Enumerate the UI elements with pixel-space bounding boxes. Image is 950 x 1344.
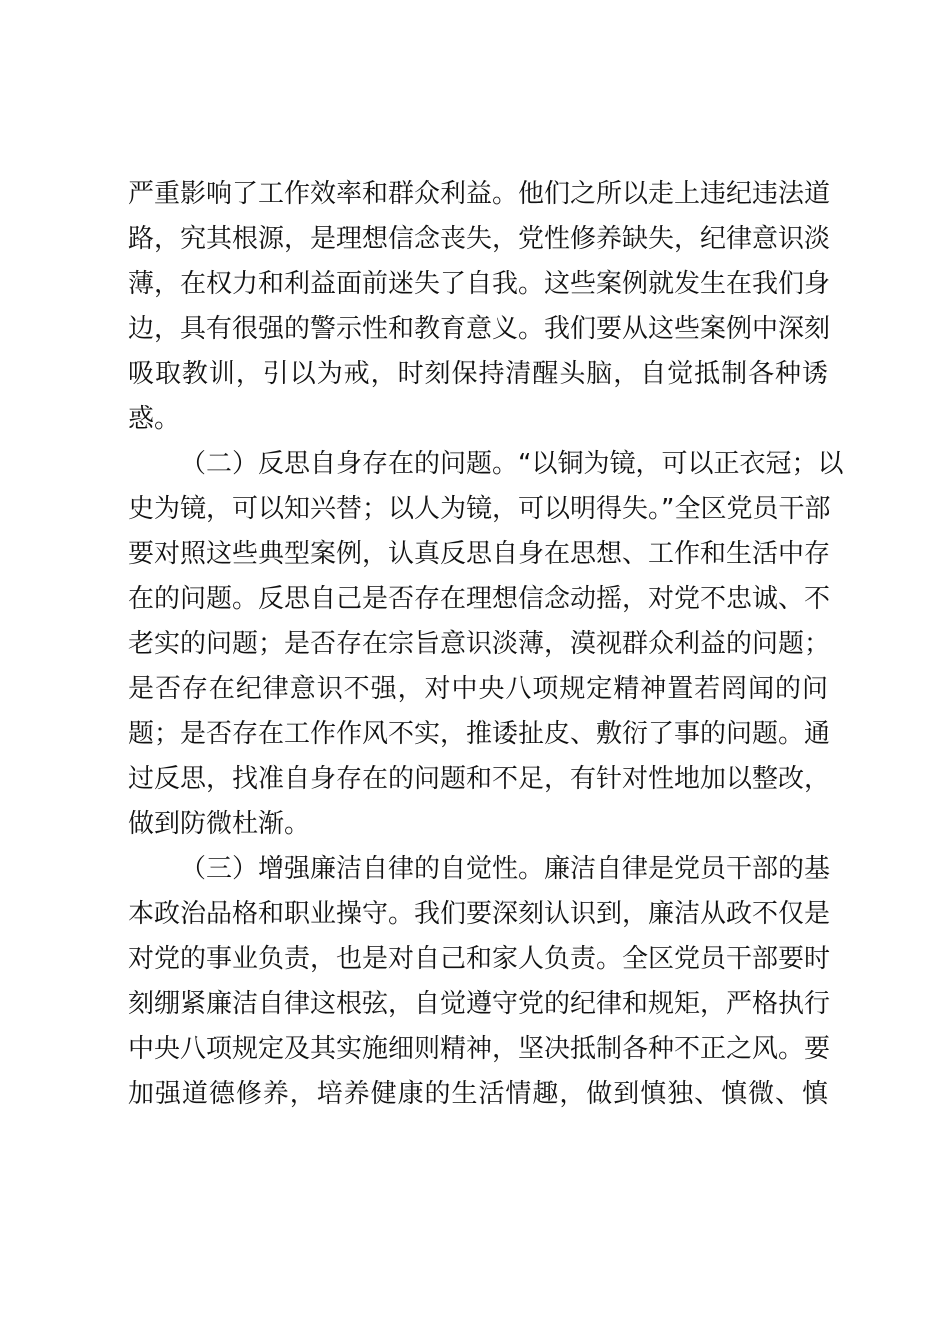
text-line: 路，究其根源，是理想信念丧失，党性修养缺失，纪律意识淡 [128, 224, 831, 254]
text-line: 老实的问题；是否存在宗旨意识淡薄，漠视群众利益的问题； [128, 629, 831, 659]
text-line: 对党的事业负责，也是对自己和家人负责。全区党员干部要时 [128, 944, 831, 974]
text-line: 惑。 [128, 404, 181, 434]
text-line: 刻绷紧廉洁自律这根弦，自觉遵守党的纪律和规矩，严格执行 [128, 989, 831, 1019]
text-line: 在的问题。反思自己是否存在理想信念动摇，对党不忠诚、不 [128, 584, 831, 614]
body-text [128, 172, 844, 1117]
text-line: 史为镜，可以知兴替；以人为镜，可以明得失。”全区党员干部 [128, 494, 831, 524]
text-line: （三）增强廉洁自律的自觉性。廉洁自律是党员干部的基 [180, 854, 831, 884]
text-line: 边，具有很强的警示性和教育意义。我们要从这些案例中深刻 [128, 314, 831, 344]
text-line: 要对照这些典型案例，认真反思自身在思想、工作和生活中存 [128, 539, 831, 569]
text-line: 题；是否存在工作作风不实，推诿扯皮、敷衍了事的问题。通 [128, 719, 831, 749]
text-line: （二）反思自身存在的问题。“以铜为镜，可以正衣冠；以 [180, 449, 844, 479]
text-line: 严重影响了工作效率和群众利益。他们之所以走上违纪违法道 [128, 179, 831, 209]
text-line: 中央八项规定及其实施细则精神，坚决抵制各种不正之风。要 [128, 1034, 831, 1064]
paragraph-2 [128, 442, 844, 847]
text-line: 做到防微杜渐。 [128, 809, 311, 839]
text-line: 过反思，找准自身存在的问题和不足，有针对性地加以整改， [128, 764, 831, 794]
text-line: 本政治品格和职业操守。我们要深刻认识到，廉洁从政不仅是 [128, 899, 831, 929]
text-line: 吸取教训，引以为戒，时刻保持清醒头脑，自觉抵制各种诱 [128, 359, 828, 389]
text-line: 薄，在权力和利益面前迷失了自我。这些案例就发生在我们身 [128, 269, 831, 299]
text-line: 加强道德修养，培养健康的生活情趣，做到慎独、慎微、慎 [128, 1079, 828, 1109]
paragraph-1 [128, 172, 831, 442]
paragraph-3 [128, 847, 831, 1117]
text-line: 是否存在纪律意识不强，对中央八项规定精神置若罔闻的问 [128, 674, 828, 704]
